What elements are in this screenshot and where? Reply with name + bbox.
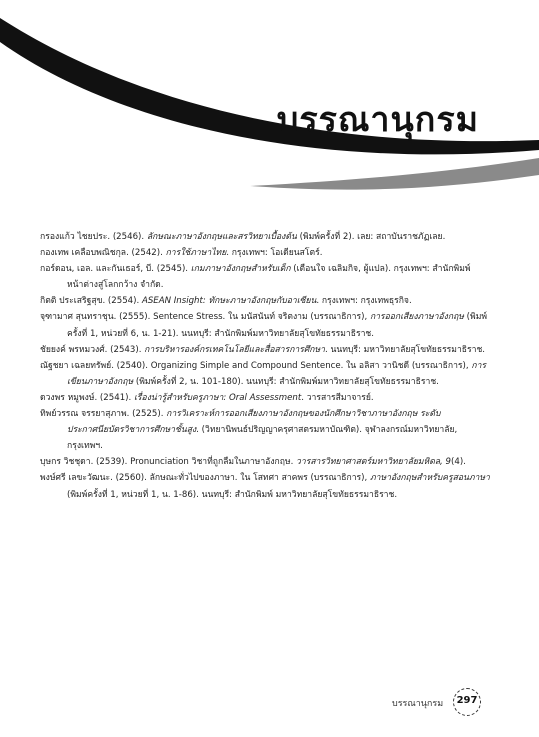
reference-text: (เตือนใจ เฉลิมกิจ, ผู้แปล). กรุงเทพฯ: สำนักพิมพ์หน้าต่างสู่โลกกว้าง จำกัด. xyxy=(67,264,471,291)
gray-swoosh xyxy=(250,158,539,190)
reference-text: ทิพย์วรรณ จรรยาสุภาพ. (2525). xyxy=(40,409,167,420)
reference-title: การเขียนภาษาอังกฤษ xyxy=(67,360,487,387)
reference-list xyxy=(40,229,495,503)
reference-entry xyxy=(40,406,495,454)
page-number: 297 xyxy=(456,695,478,706)
reference-text: (4). xyxy=(451,457,466,468)
reference-text: . กรุงเทพฯ: กรุงเทพธุรกิจ. xyxy=(316,296,412,307)
footer-section-label: บรรณานุกรม xyxy=(392,699,444,709)
reference-title: การบริหารองค์กรเทคโนโลยีและสื่อสารการศึกษา xyxy=(144,344,325,355)
reference-title: ลักษณะภาษาอังกฤษและสรวิทยาเบื้องต้น xyxy=(146,232,297,242)
reference-entry xyxy=(40,309,495,341)
reference-text: (พิมพ์ครั้งที่ 2, น. 101-180). นนทบุรี: สำนักพิมพ์มหาวิทยาลัยสุโขทัยธรรมาธิราช. xyxy=(133,376,439,387)
reference-title: การออกเสียงภาษาอังกฤษ xyxy=(369,312,464,323)
reference-text: ดวงพร หมูพงษ์. (2541). xyxy=(40,392,134,403)
reference-title: ASEAN Insight: ทักษะภาษาอังกฤษกับอาเซียน xyxy=(141,296,317,307)
page-title: บรรณานุกรม xyxy=(276,100,479,140)
reference-entry xyxy=(40,261,495,293)
reference-title: การวิเคราะห์การออกเสียงภาษาอังกฤษของนักศึกษาวิชาภาษาอังกฤษ ระดับประกาศนียบัตรวิชาการศึกษาชั้นสูง xyxy=(67,409,441,436)
reference-title: วารสารวิทยาศาสตร์มหาวิทยาลัยมหิดล, 9 xyxy=(296,457,451,468)
reference-entry xyxy=(40,293,495,309)
reference-entry xyxy=(40,454,495,470)
reference-title: การใช้ภาษาไทย xyxy=(165,248,227,259)
reference-entry xyxy=(40,342,495,358)
reference-text: พงษ์ศรี เลขะวัฒนะ. (2560). ลักษณะทั่วไปของภาษา. ใน โสทศา สาคพร (บรรณาธิการ), xyxy=(40,473,370,484)
reference-title: เรื่องน่ารู้สำหรับครูภาษา: Oral Assessment xyxy=(133,392,302,403)
reference-text: (พิมพ์ครั้งที่ 1, หน่วยที่ 6, น. 1-21). นนทบุรี: สำนักพิมพ์มหาวิทยาลัยสุโขทัยธรรมาธิราช. xyxy=(67,312,488,339)
reference-entry xyxy=(40,470,495,502)
reference-text: กิตติ ประเสริฐสุข. (2554). xyxy=(40,296,142,307)
reference-title: เกมภาษาอังกฤษสำหรับเด็ก xyxy=(190,264,291,275)
reference-entry xyxy=(40,245,495,261)
reference-title: ภาษาอังกฤษสำหรับครูสอนภาษา xyxy=(370,473,490,484)
reference-text: (พิมพ์ครั้งที่ 1, หน่วยที่ 1, น. 1-86). นนทบุรี: สำนักพิมพ์ มหาวิทยาลัยสุโขทัยธรรมาธิราช. xyxy=(67,489,398,500)
reference-text: กอร์ดอน, เอล. และกันเธอร์, บี. (2545). xyxy=(40,264,191,275)
reference-text: . วารสารสีมาจารย์. xyxy=(301,392,374,403)
page-footer xyxy=(392,688,492,718)
reference-entry xyxy=(40,390,495,406)
reference-text: . กรุงเทพฯ: โอเดียนสโตร์. xyxy=(226,248,323,259)
reference-entry xyxy=(40,358,495,390)
reference-text: (พิมพ์ครั้งที่ 2). เลย: สถาบันราชภัฏเลย. xyxy=(296,232,446,242)
reference-text: บุษกร วิชชุดา. (2539). Pronunciation วิชาที่ถูกลืมในภาษาอังกฤษ. xyxy=(40,457,297,468)
reference-text: กรองแก้ว ไชยประ. (2546). xyxy=(40,232,147,242)
reference-text: จุฑามาศ สุนทราชุน. (2555). Sentence Stress. ใน มนัสนันท์ จริตงาม (บรรณาธิการ), xyxy=(40,312,370,323)
reference-text: . นนทบุรี: มหาวิทยาลัยสุโขทัยธรรมาธิราช. xyxy=(325,344,486,355)
reference-entry xyxy=(40,229,495,245)
reference-text: กองเทพ เคลือบพณิชกุล. (2542). xyxy=(40,248,166,259)
reference-text: ชัยยงค์ พรหมวงศ์. (2543). xyxy=(40,344,145,355)
reference-text: ณัฐชยา เฉลยทรัพย์. (2540). Organizing Simple and Compound Sentence. ใน อลิสา วานิชดี (บรรณาธิการ), xyxy=(40,360,472,371)
reference-text: . (วิทยานิพนธ์ปริญญาครุศาสตรมหาบัณฑิต). จุฬาลงกรณ์มหาวิทยาลัย, กรุงเทพฯ. xyxy=(67,425,458,452)
